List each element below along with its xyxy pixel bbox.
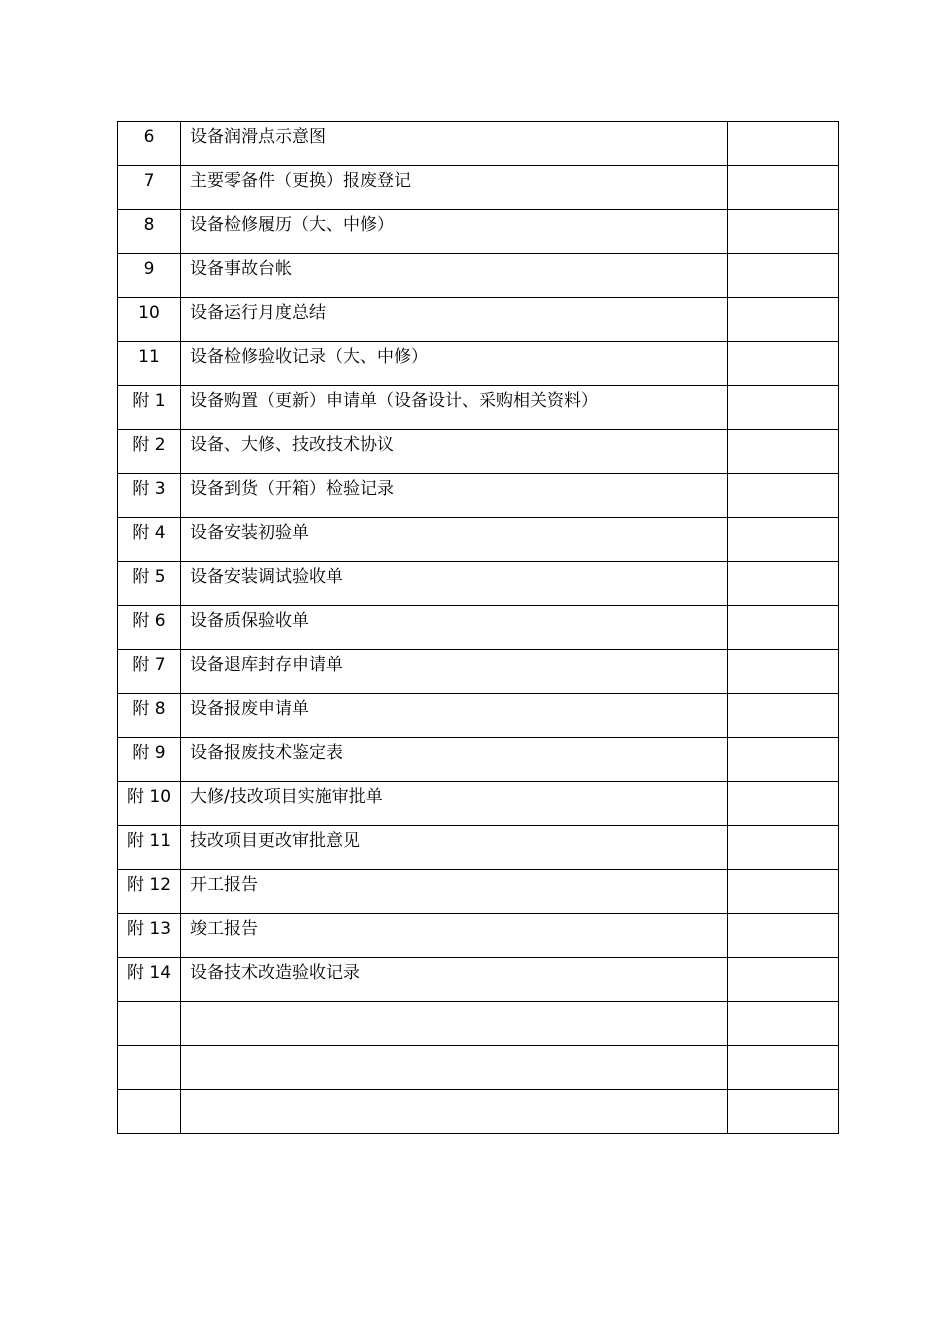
document-name-cell xyxy=(181,782,728,826)
row-number: 附 10 xyxy=(126,787,172,807)
row-number: 附 8 xyxy=(132,699,166,719)
document-name: 设备购置（更新）申请单（设备设计、采购相关资料） xyxy=(190,391,598,411)
document-name-cell xyxy=(181,958,728,1002)
row-number-cell xyxy=(118,254,181,298)
table-row xyxy=(118,826,839,870)
table-row xyxy=(118,342,839,386)
document-name: 设备质保验收单 xyxy=(190,611,309,631)
row-number-cell xyxy=(118,914,181,958)
row-number-cell xyxy=(118,1046,181,1090)
remark-cell xyxy=(728,958,839,1002)
document-name: 设备润滑点示意图 xyxy=(190,127,326,147)
remark-cell xyxy=(728,210,839,254)
row-number-cell xyxy=(118,1090,181,1134)
document-name xyxy=(181,1012,190,1017)
row-number: 附 6 xyxy=(132,611,166,631)
row-number-cell xyxy=(118,606,181,650)
remark-cell xyxy=(728,562,839,606)
remark-cell xyxy=(728,1046,839,1090)
table-row xyxy=(118,650,839,694)
document-name xyxy=(181,1100,190,1105)
remark-cell xyxy=(728,1090,839,1134)
row-number: 附 4 xyxy=(132,523,166,543)
row-number-cell xyxy=(118,958,181,1002)
document-name-cell xyxy=(181,166,728,210)
row-number: 附 3 xyxy=(132,479,166,499)
remark-cell xyxy=(728,738,839,782)
document-name-cell xyxy=(181,1090,728,1134)
document-name-cell xyxy=(181,826,728,870)
remark-cell xyxy=(728,122,839,166)
table-row xyxy=(118,518,839,562)
document-name: 设备运行月度总结 xyxy=(190,303,326,323)
document-name-cell xyxy=(181,914,728,958)
table-body xyxy=(118,122,839,1134)
remark-cell xyxy=(728,386,839,430)
row-number-cell xyxy=(118,386,181,430)
table-row xyxy=(118,210,839,254)
table-row xyxy=(118,254,839,298)
remark-cell xyxy=(728,782,839,826)
document-name: 设备安装初验单 xyxy=(190,523,309,543)
remark-cell xyxy=(728,606,839,650)
table-row xyxy=(118,1002,839,1046)
document-name: 设备检修履历（大、中修） xyxy=(190,215,394,235)
document-name: 设备安装调试验收单 xyxy=(190,567,343,587)
document-name-cell xyxy=(181,562,728,606)
row-number-cell xyxy=(118,826,181,870)
document-name: 设备退库封存申请单 xyxy=(190,655,343,675)
table-row xyxy=(118,782,839,826)
table-row xyxy=(118,298,839,342)
row-number: 附 7 xyxy=(132,655,166,675)
row-number-cell xyxy=(118,782,181,826)
document-name: 设备、大修、技改技术协议 xyxy=(190,435,394,455)
row-number-cell xyxy=(118,870,181,914)
document-name xyxy=(181,1056,190,1061)
row-number: 9 xyxy=(143,259,155,279)
document-name: 设备报废申请单 xyxy=(190,699,309,719)
table-row xyxy=(118,430,839,474)
table-row xyxy=(118,122,839,166)
document-name: 设备报废技术鉴定表 xyxy=(190,743,343,763)
row-number: 附 14 xyxy=(126,963,172,983)
remark-cell xyxy=(728,474,839,518)
document-name-cell xyxy=(181,210,728,254)
row-number: 附 12 xyxy=(126,875,172,895)
row-number: 附 2 xyxy=(132,435,166,455)
row-number-cell xyxy=(118,210,181,254)
document-name: 设备技术改造验收记录 xyxy=(190,963,360,983)
remark-cell xyxy=(728,518,839,562)
document-name-cell xyxy=(181,694,728,738)
remark-cell xyxy=(728,430,839,474)
document-name-cell xyxy=(181,298,728,342)
row-number: 附 13 xyxy=(126,919,172,939)
remark-cell xyxy=(728,254,839,298)
row-number: 11 xyxy=(138,347,160,367)
document-table xyxy=(117,121,839,1134)
remark-cell xyxy=(728,298,839,342)
remark-cell xyxy=(728,826,839,870)
document-name-cell xyxy=(181,870,728,914)
row-number-cell xyxy=(118,650,181,694)
row-number-cell xyxy=(118,1002,181,1046)
document-name-cell xyxy=(181,386,728,430)
row-number-cell xyxy=(118,342,181,386)
row-number: 6 xyxy=(143,127,155,147)
table-row xyxy=(118,958,839,1002)
table-row xyxy=(118,474,839,518)
remark-cell xyxy=(728,166,839,210)
remark-cell xyxy=(728,650,839,694)
document-name: 技改项目更改审批意见 xyxy=(190,831,360,851)
document-name: 开工报告 xyxy=(190,875,258,895)
row-number-cell xyxy=(118,430,181,474)
table-row xyxy=(118,606,839,650)
row-number: 附 9 xyxy=(132,743,166,763)
table-row xyxy=(118,1046,839,1090)
document-name: 设备事故台帐 xyxy=(190,259,292,279)
row-number: 附 5 xyxy=(132,567,166,587)
document-name-cell xyxy=(181,474,728,518)
document-name-cell xyxy=(181,1046,728,1090)
document-name-cell xyxy=(181,650,728,694)
document-name: 设备到货（开箱）检验记录 xyxy=(190,479,394,499)
row-number-cell xyxy=(118,122,181,166)
table-row xyxy=(118,562,839,606)
row-number-cell xyxy=(118,518,181,562)
document-name: 大修/技改项目实施审批单 xyxy=(190,787,383,807)
table-row xyxy=(118,870,839,914)
document-name-cell xyxy=(181,1002,728,1046)
row-number: 8 xyxy=(143,215,155,235)
table-row xyxy=(118,386,839,430)
row-number: 附 11 xyxy=(126,831,172,851)
document-name-cell xyxy=(181,122,728,166)
table-row xyxy=(118,694,839,738)
row-number-cell xyxy=(118,298,181,342)
table-row xyxy=(118,1090,839,1134)
table-row xyxy=(118,914,839,958)
row-number-cell xyxy=(118,166,181,210)
remark-cell xyxy=(728,870,839,914)
table-row xyxy=(118,738,839,782)
row-number-cell xyxy=(118,738,181,782)
document-name-cell xyxy=(181,606,728,650)
table-row xyxy=(118,166,839,210)
row-number-cell xyxy=(118,562,181,606)
document-name-cell xyxy=(181,430,728,474)
document-name-cell xyxy=(181,738,728,782)
row-number-cell xyxy=(118,694,181,738)
remark-cell xyxy=(728,1002,839,1046)
row-number: 7 xyxy=(143,171,155,191)
document-name: 主要零备件（更换）报废登记 xyxy=(190,171,411,191)
document-name-cell xyxy=(181,518,728,562)
remark-cell xyxy=(728,342,839,386)
row-number-cell xyxy=(118,474,181,518)
remark-cell xyxy=(728,694,839,738)
document-name: 竣工报告 xyxy=(190,919,258,939)
row-number: 10 xyxy=(138,303,160,323)
document-name-cell xyxy=(181,254,728,298)
remark-cell xyxy=(728,914,839,958)
document-name-cell xyxy=(181,342,728,386)
row-number: 附 1 xyxy=(132,391,166,411)
document-name: 设备检修验收记录（大、中修） xyxy=(190,347,428,367)
